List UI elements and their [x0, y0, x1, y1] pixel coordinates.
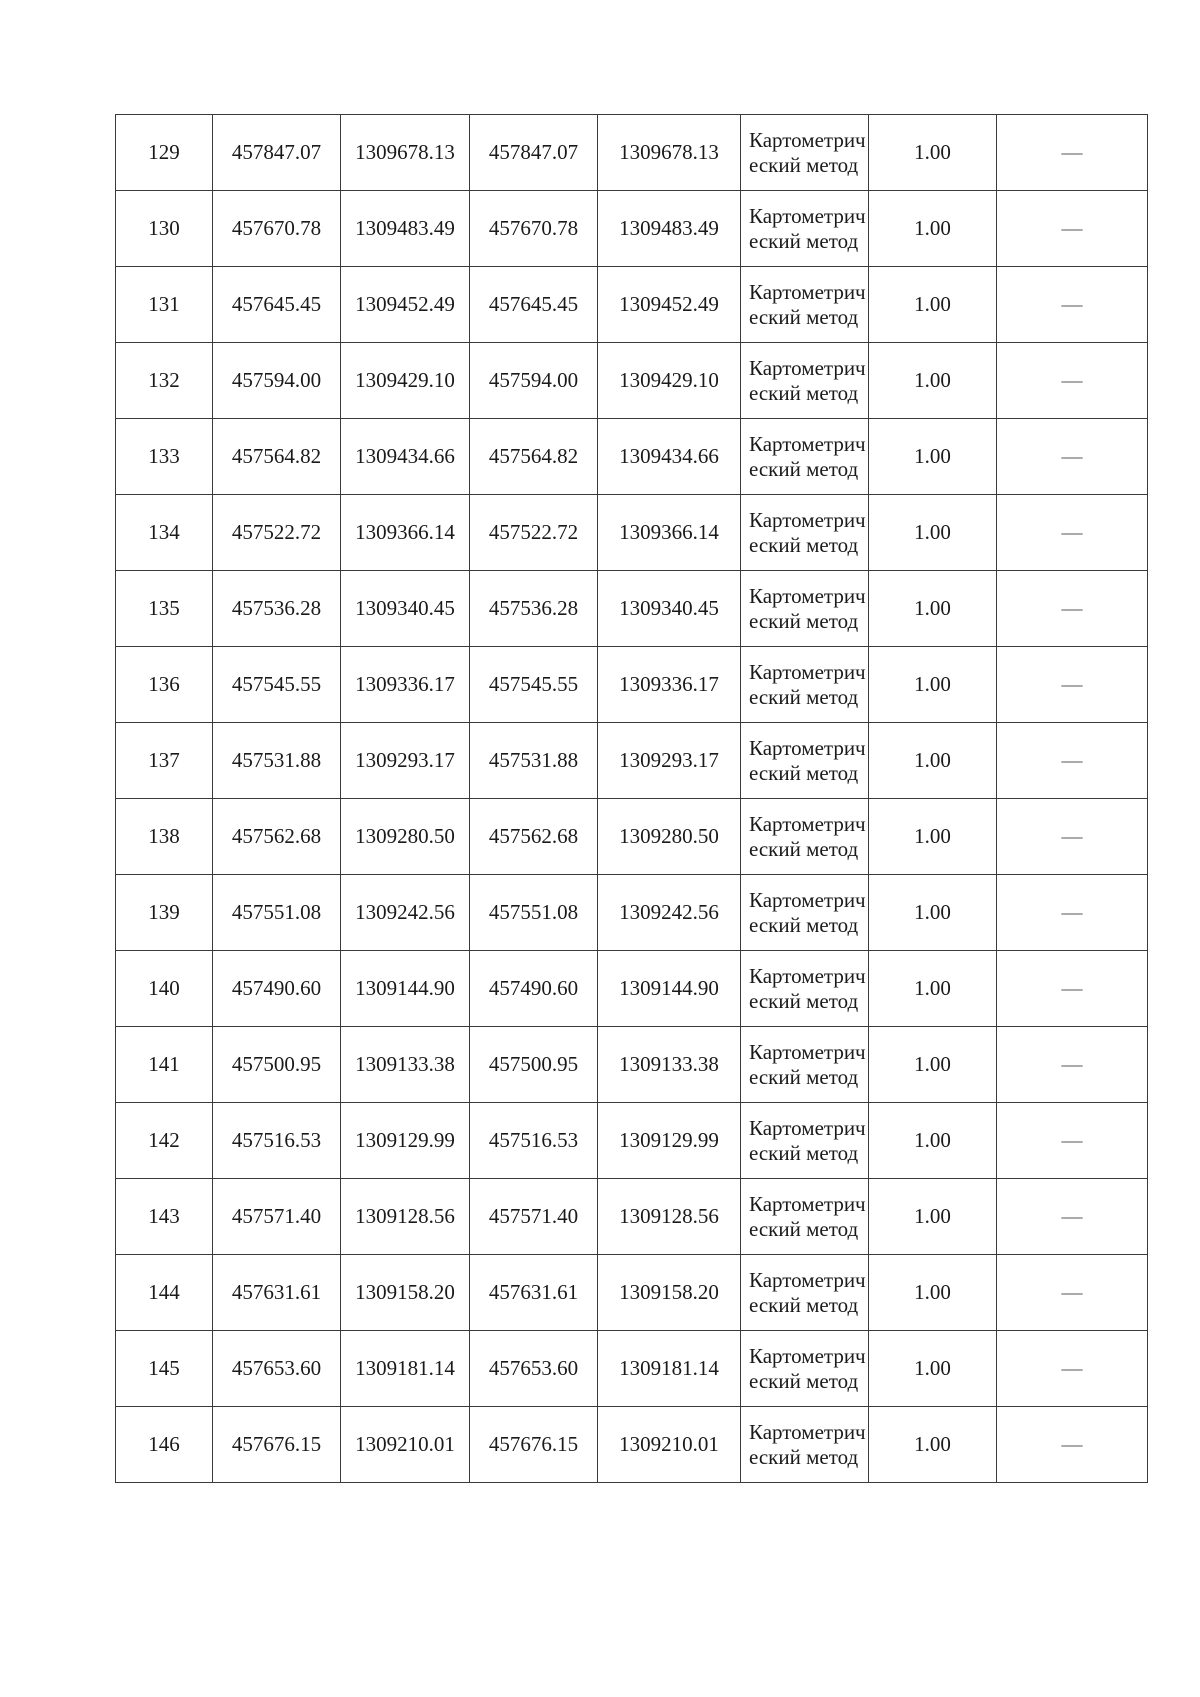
- y-coordinate-existing-cell: 1309483.49: [341, 191, 470, 267]
- note-dash-cell: —: [997, 951, 1148, 1027]
- method-cell: Картометрический метод: [741, 647, 869, 723]
- accuracy-cell: 1.00: [869, 571, 997, 647]
- x-coordinate-clarified-cell: 457490.60: [470, 951, 598, 1027]
- y-coordinate-existing-cell: 1309434.66: [341, 419, 470, 495]
- note-dash-cell: —: [997, 1179, 1148, 1255]
- note-dash-cell: —: [997, 191, 1148, 267]
- note-dash-cell: —: [997, 1407, 1148, 1483]
- point-number-cell: 138: [116, 799, 213, 875]
- x-coordinate-existing-cell: 457670.78: [213, 191, 341, 267]
- point-number-cell: 133: [116, 419, 213, 495]
- y-coordinate-existing-cell: 1309242.56: [341, 875, 470, 951]
- y-coordinate-existing-cell: 1309158.20: [341, 1255, 470, 1331]
- y-coordinate-clarified-cell: 1309293.17: [598, 723, 741, 799]
- method-cell: Картометрический метод: [741, 799, 869, 875]
- x-coordinate-clarified-cell: 457571.40: [470, 1179, 598, 1255]
- accuracy-cell: 1.00: [869, 115, 997, 191]
- x-coordinate-clarified-cell: 457670.78: [470, 191, 598, 267]
- method-cell: Картометрический метод: [741, 1027, 869, 1103]
- accuracy-cell: 1.00: [869, 647, 997, 723]
- y-coordinate-existing-cell: 1309452.49: [341, 267, 470, 343]
- x-coordinate-existing-cell: 457522.72: [213, 495, 341, 571]
- x-coordinate-clarified-cell: 457531.88: [470, 723, 598, 799]
- x-coordinate-clarified-cell: 457847.07: [470, 115, 598, 191]
- coordinates-table: [115, 114, 1148, 1483]
- point-number-cell: 131: [116, 267, 213, 343]
- y-coordinate-clarified-cell: 1309678.13: [598, 115, 741, 191]
- accuracy-cell: 1.00: [869, 1103, 997, 1179]
- y-coordinate-existing-cell: 1309144.90: [341, 951, 470, 1027]
- point-number-cell: 129: [116, 115, 213, 191]
- point-number-cell: 132: [116, 343, 213, 419]
- accuracy-cell: 1.00: [869, 1255, 997, 1331]
- x-coordinate-existing-cell: 457545.55: [213, 647, 341, 723]
- point-number-cell: 143: [116, 1179, 213, 1255]
- table-row: [116, 951, 1148, 1027]
- accuracy-cell: 1.00: [869, 1407, 997, 1483]
- point-number-cell: 137: [116, 723, 213, 799]
- y-coordinate-clarified-cell: 1309210.01: [598, 1407, 741, 1483]
- accuracy-cell: 1.00: [869, 267, 997, 343]
- note-dash-cell: —: [997, 647, 1148, 723]
- method-cell: Картометрический метод: [741, 1407, 869, 1483]
- table-row: [116, 1103, 1148, 1179]
- method-cell: Картометрический метод: [741, 951, 869, 1027]
- y-coordinate-existing-cell: 1309181.14: [341, 1331, 470, 1407]
- method-cell: Картометрический метод: [741, 1103, 869, 1179]
- x-coordinate-clarified-cell: 457545.55: [470, 647, 598, 723]
- accuracy-cell: 1.00: [869, 495, 997, 571]
- method-cell: Картометрический метод: [741, 571, 869, 647]
- x-coordinate-existing-cell: 457631.61: [213, 1255, 341, 1331]
- table-row: [116, 799, 1148, 875]
- point-number-cell: 130: [116, 191, 213, 267]
- note-dash-cell: —: [997, 1027, 1148, 1103]
- method-cell: Картометрический метод: [741, 495, 869, 571]
- note-dash-cell: —: [997, 875, 1148, 951]
- accuracy-cell: 1.00: [869, 343, 997, 419]
- note-dash-cell: —: [997, 115, 1148, 191]
- y-coordinate-existing-cell: 1309678.13: [341, 115, 470, 191]
- note-dash-cell: —: [997, 343, 1148, 419]
- x-coordinate-clarified-cell: 457645.45: [470, 267, 598, 343]
- y-coordinate-existing-cell: 1309128.56: [341, 1179, 470, 1255]
- y-coordinate-clarified-cell: 1309366.14: [598, 495, 741, 571]
- y-coordinate-clarified-cell: 1309242.56: [598, 875, 741, 951]
- accuracy-cell: 1.00: [869, 1331, 997, 1407]
- method-cell: Картометрический метод: [741, 419, 869, 495]
- x-coordinate-existing-cell: 457500.95: [213, 1027, 341, 1103]
- accuracy-cell: 1.00: [869, 419, 997, 495]
- accuracy-cell: 1.00: [869, 1027, 997, 1103]
- y-coordinate-existing-cell: 1309340.45: [341, 571, 470, 647]
- table-row: [116, 191, 1148, 267]
- y-coordinate-clarified-cell: 1309483.49: [598, 191, 741, 267]
- point-number-cell: 144: [116, 1255, 213, 1331]
- x-coordinate-existing-cell: 457645.45: [213, 267, 341, 343]
- table-row: [116, 1179, 1148, 1255]
- x-coordinate-clarified-cell: 457676.15: [470, 1407, 598, 1483]
- note-dash-cell: —: [997, 1255, 1148, 1331]
- x-coordinate-clarified-cell: 457516.53: [470, 1103, 598, 1179]
- note-dash-cell: —: [997, 799, 1148, 875]
- coordinates-table-body: [116, 115, 1148, 1483]
- point-number-cell: 142: [116, 1103, 213, 1179]
- accuracy-cell: 1.00: [869, 951, 997, 1027]
- y-coordinate-clarified-cell: 1309434.66: [598, 419, 741, 495]
- y-coordinate-clarified-cell: 1309340.45: [598, 571, 741, 647]
- y-coordinate-existing-cell: 1309129.99: [341, 1103, 470, 1179]
- x-coordinate-existing-cell: 457531.88: [213, 723, 341, 799]
- y-coordinate-clarified-cell: 1309336.17: [598, 647, 741, 723]
- y-coordinate-clarified-cell: 1309133.38: [598, 1027, 741, 1103]
- accuracy-cell: 1.00: [869, 191, 997, 267]
- method-cell: Картометрический метод: [741, 267, 869, 343]
- x-coordinate-clarified-cell: 457551.08: [470, 875, 598, 951]
- note-dash-cell: —: [997, 1331, 1148, 1407]
- table-row: [116, 875, 1148, 951]
- x-coordinate-existing-cell: 457490.60: [213, 951, 341, 1027]
- x-coordinate-existing-cell: 457562.68: [213, 799, 341, 875]
- x-coordinate-clarified-cell: 457500.95: [470, 1027, 598, 1103]
- note-dash-cell: —: [997, 495, 1148, 571]
- method-cell: Картометрический метод: [741, 1255, 869, 1331]
- accuracy-cell: 1.00: [869, 875, 997, 951]
- x-coordinate-existing-cell: 457653.60: [213, 1331, 341, 1407]
- y-coordinate-clarified-cell: 1309429.10: [598, 343, 741, 419]
- method-cell: Картометрический метод: [741, 875, 869, 951]
- y-coordinate-clarified-cell: 1309128.56: [598, 1179, 741, 1255]
- method-cell: Картометрический метод: [741, 1179, 869, 1255]
- y-coordinate-clarified-cell: 1309280.50: [598, 799, 741, 875]
- table-row: [116, 723, 1148, 799]
- note-dash-cell: —: [997, 723, 1148, 799]
- table-row: [116, 1331, 1148, 1407]
- y-coordinate-clarified-cell: 1309181.14: [598, 1331, 741, 1407]
- y-coordinate-existing-cell: 1309280.50: [341, 799, 470, 875]
- table-row: [116, 495, 1148, 571]
- y-coordinate-clarified-cell: 1309158.20: [598, 1255, 741, 1331]
- x-coordinate-clarified-cell: 457631.61: [470, 1255, 598, 1331]
- table-row: [116, 571, 1148, 647]
- point-number-cell: 145: [116, 1331, 213, 1407]
- y-coordinate-existing-cell: 1309133.38: [341, 1027, 470, 1103]
- point-number-cell: 136: [116, 647, 213, 723]
- x-coordinate-clarified-cell: 457562.68: [470, 799, 598, 875]
- table-row: [116, 343, 1148, 419]
- y-coordinate-existing-cell: 1309210.01: [341, 1407, 470, 1483]
- x-coordinate-existing-cell: 457536.28: [213, 571, 341, 647]
- accuracy-cell: 1.00: [869, 723, 997, 799]
- method-cell: Картометрический метод: [741, 723, 869, 799]
- x-coordinate-clarified-cell: 457594.00: [470, 343, 598, 419]
- point-number-cell: 141: [116, 1027, 213, 1103]
- point-number-cell: 146: [116, 1407, 213, 1483]
- table-row: [116, 1407, 1148, 1483]
- x-coordinate-existing-cell: 457594.00: [213, 343, 341, 419]
- x-coordinate-existing-cell: 457571.40: [213, 1179, 341, 1255]
- table-row: [116, 267, 1148, 343]
- table-row: [116, 1255, 1148, 1331]
- x-coordinate-clarified-cell: 457522.72: [470, 495, 598, 571]
- note-dash-cell: —: [997, 267, 1148, 343]
- point-number-cell: 140: [116, 951, 213, 1027]
- x-coordinate-existing-cell: 457551.08: [213, 875, 341, 951]
- table-row: [116, 647, 1148, 723]
- x-coordinate-existing-cell: 457564.82: [213, 419, 341, 495]
- method-cell: Картометрический метод: [741, 191, 869, 267]
- point-number-cell: 134: [116, 495, 213, 571]
- y-coordinate-existing-cell: 1309336.17: [341, 647, 470, 723]
- y-coordinate-existing-cell: 1309366.14: [341, 495, 470, 571]
- accuracy-cell: 1.00: [869, 1179, 997, 1255]
- y-coordinate-clarified-cell: 1309452.49: [598, 267, 741, 343]
- point-number-cell: 139: [116, 875, 213, 951]
- note-dash-cell: —: [997, 419, 1148, 495]
- table-row: [116, 419, 1148, 495]
- x-coordinate-existing-cell: 457516.53: [213, 1103, 341, 1179]
- point-number-cell: 135: [116, 571, 213, 647]
- x-coordinate-existing-cell: 457847.07: [213, 115, 341, 191]
- method-cell: Картометрический метод: [741, 1331, 869, 1407]
- method-cell: Картометрический метод: [741, 343, 869, 419]
- x-coordinate-clarified-cell: 457536.28: [470, 571, 598, 647]
- x-coordinate-clarified-cell: 457564.82: [470, 419, 598, 495]
- table-row: [116, 1027, 1148, 1103]
- y-coordinate-clarified-cell: 1309144.90: [598, 951, 741, 1027]
- table-row: [116, 115, 1148, 191]
- y-coordinate-clarified-cell: 1309129.99: [598, 1103, 741, 1179]
- accuracy-cell: 1.00: [869, 799, 997, 875]
- note-dash-cell: —: [997, 1103, 1148, 1179]
- note-dash-cell: —: [997, 571, 1148, 647]
- y-coordinate-existing-cell: 1309293.17: [341, 723, 470, 799]
- x-coordinate-existing-cell: 457676.15: [213, 1407, 341, 1483]
- method-cell: Картометрический метод: [741, 115, 869, 191]
- y-coordinate-existing-cell: 1309429.10: [341, 343, 470, 419]
- x-coordinate-clarified-cell: 457653.60: [470, 1331, 598, 1407]
